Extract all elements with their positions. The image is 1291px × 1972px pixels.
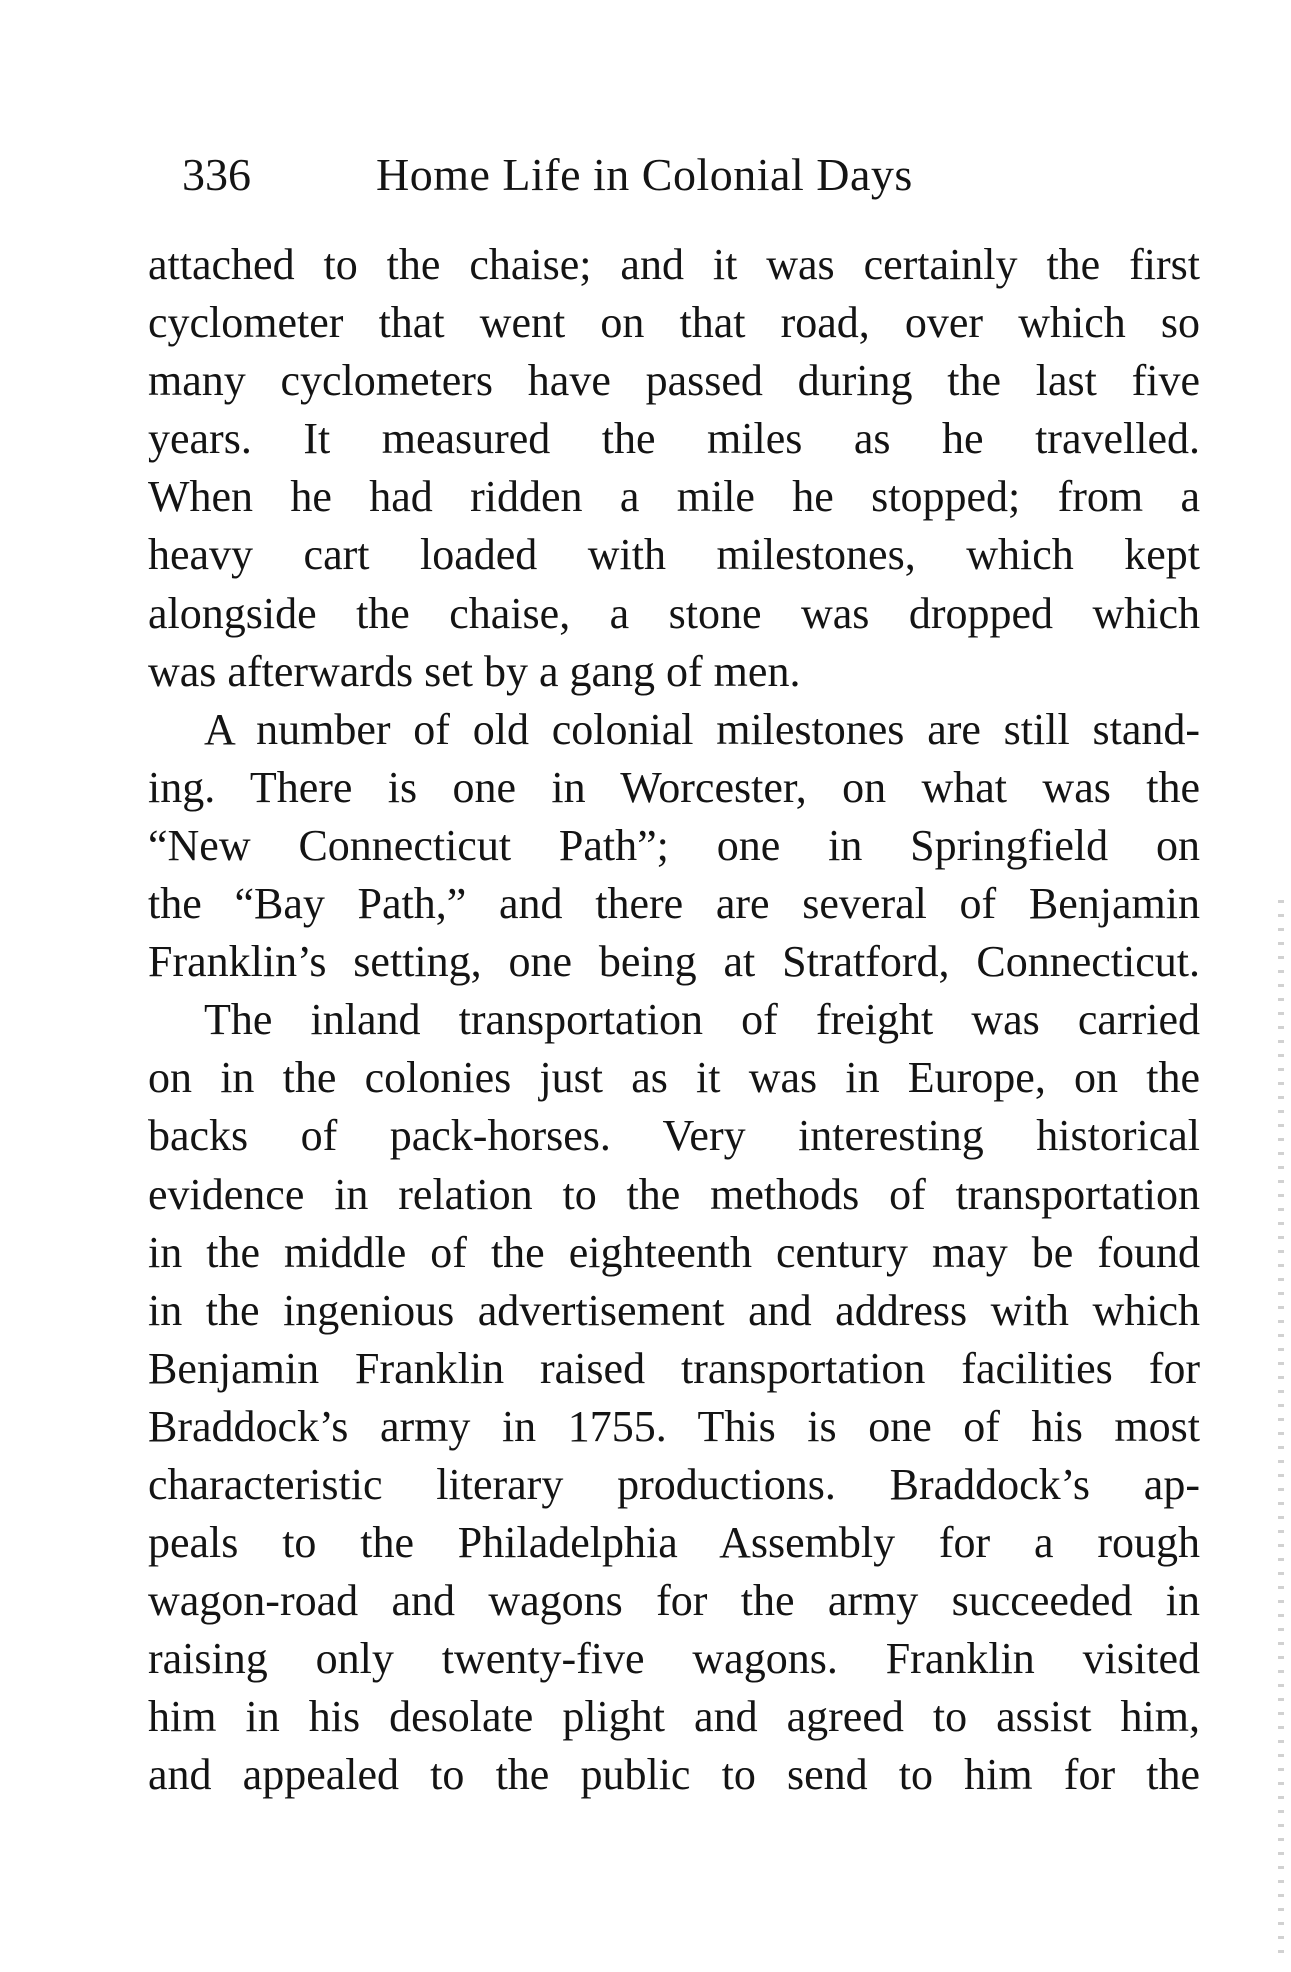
text-line: and appealed to the public to send to him for the <box>148 1750 1200 1800</box>
text-line: the “Bay Path,” and there are several of Benjamin <box>148 879 1200 929</box>
text-line: attached to the chaise; and it was certainly the first <box>148 240 1200 289</box>
text-line: Benjamin Franklin raised transportation facilities for <box>148 1343 1200 1393</box>
text-line: Braddock’s army in 1755. This is one of his most <box>148 1401 1200 1451</box>
text-line: in the middle of the eighteenth century may be found <box>148 1227 1200 1277</box>
text-line: in the ingenious advertisement and address with which <box>148 1285 1200 1335</box>
text-line: alongside the chaise, a stone was dropped which <box>148 588 1200 638</box>
running-title: Home Life in Colonial Days <box>376 149 913 200</box>
paragraph-start-line: A number of old colonial milestones are still stand- <box>204 704 1200 754</box>
paragraph-end-line: was afterwards set by a gang of men. <box>148 646 801 696</box>
text-line: peals to the Philadelphia Assembly for a rough <box>148 1518 1200 1568</box>
page-edge-scan-marks <box>1278 900 1284 1960</box>
page-number: 336 <box>182 149 251 200</box>
text-line: cyclometer that went on that road, over which so <box>148 298 1200 348</box>
running-head <box>182 144 1002 206</box>
body-text <box>148 236 1200 1805</box>
text-line: backs of pack-horses. Very interesting historical <box>148 1111 1200 1161</box>
text-line: characteristic literary productions. Braddock’s ap- <box>148 1459 1200 1509</box>
text-line: on in the colonies just as it was in Europe, on the <box>148 1053 1200 1103</box>
text-line: him in his desolate plight and agreed to assist him, <box>148 1692 1200 1742</box>
text-line: ing. There is one in Worcester, on what was the <box>148 762 1200 812</box>
paragraph-start-line: The inland transportation of freight was carried <box>204 995 1200 1045</box>
paragraph-end-line: Franklin’s setting, one being at Stratford, Connecticut. <box>148 937 1200 987</box>
text-line: years. It measured the miles as he travelled. <box>148 414 1200 464</box>
text-line: evidence in relation to the methods of transportation <box>148 1169 1200 1219</box>
text-line: wagon-road and wagons for the army succeeded in <box>148 1576 1200 1626</box>
text-line: many cyclometers have passed during the last five <box>148 356 1200 406</box>
text-line: raising only twenty-five wagons. Franklin visited <box>148 1634 1200 1684</box>
text-line: heavy cart loaded with milestones, which kept <box>148 530 1200 580</box>
text-line: “New Connecticut Path”; one in Springfield on <box>148 820 1200 870</box>
text-line: When he had ridden a mile he stopped; from a <box>148 472 1200 522</box>
